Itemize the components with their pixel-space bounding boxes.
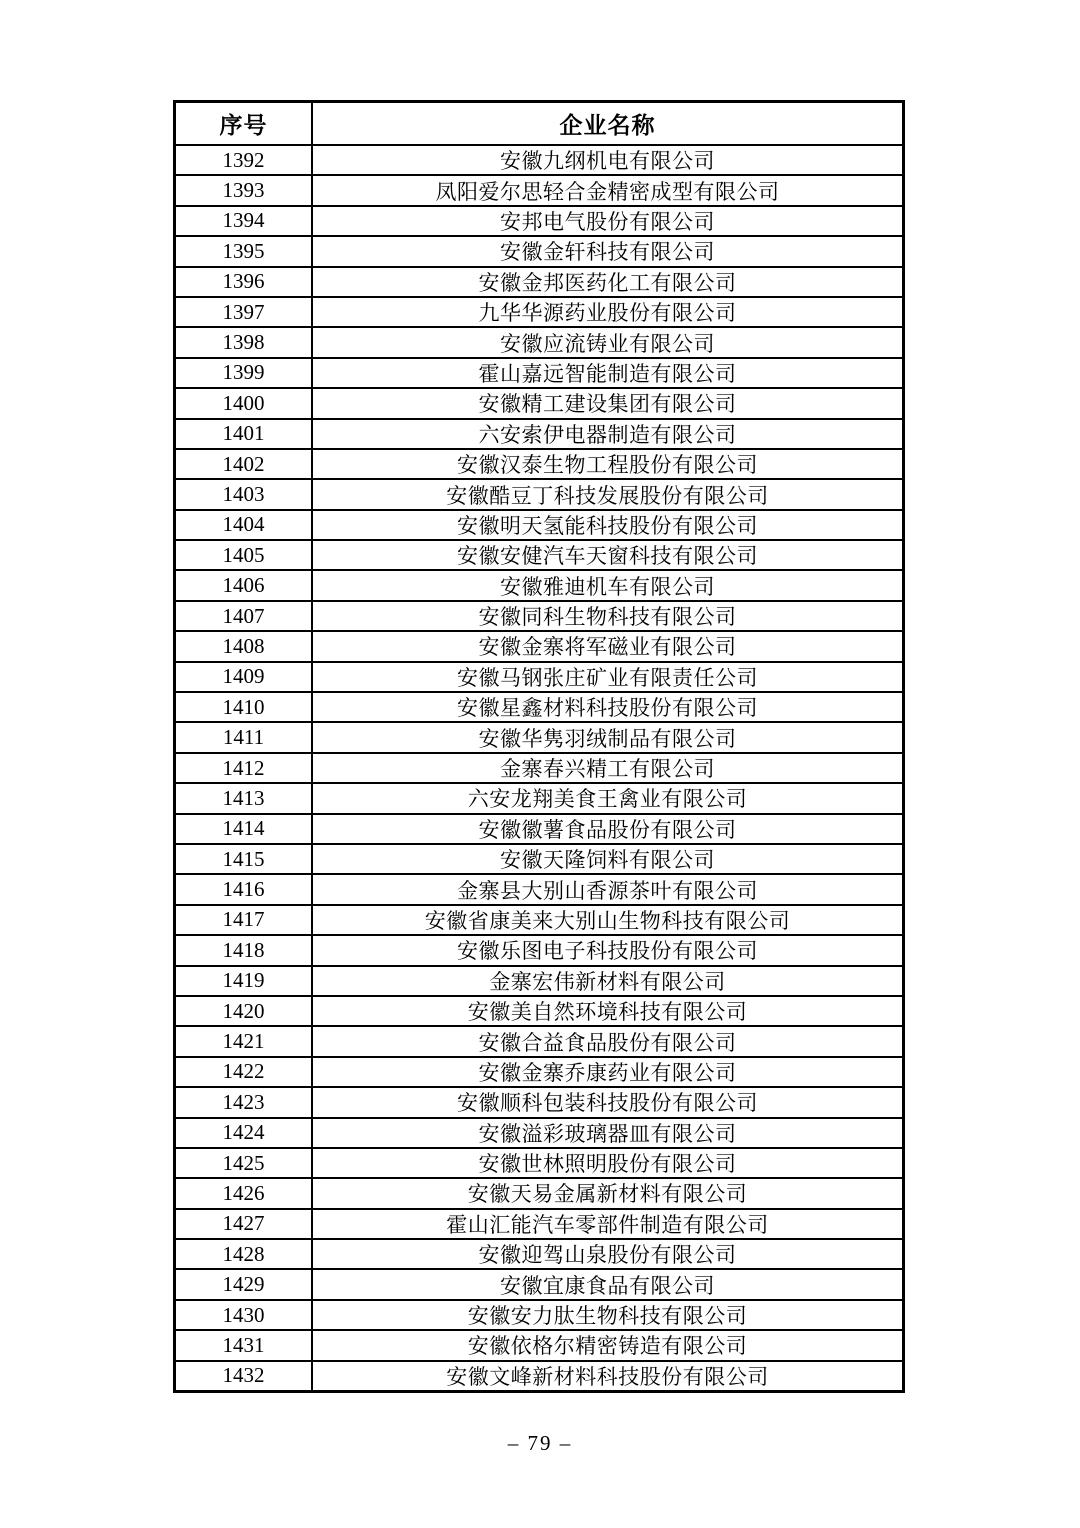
serial-number-cell: 1432 (176, 1362, 313, 1390)
serial-number-cell: 1411 (176, 723, 313, 751)
table-row (176, 934, 902, 964)
company-name-cell: 安徽宜康食品有限公司 (500, 1273, 715, 1298)
company-name-cell: 安邦电气股份有限公司 (500, 209, 715, 234)
serial-number-cell: 1418 (176, 936, 313, 964)
serial-number-cell: 1430 (176, 1301, 313, 1329)
table-row (176, 752, 902, 782)
company-name-cell: 安徽金寨将军磁业有限公司 (478, 635, 737, 660)
company-name-cell: 六安龙翔美食王禽业有限公司 (467, 787, 748, 812)
company-name-cell: 安徽星鑫材料科技股份有限公司 (457, 696, 758, 721)
company-name-cell: 安徽华隽羽绒制品有限公司 (478, 726, 737, 751)
table-row (176, 539, 902, 569)
table-row (176, 965, 902, 995)
serial-number-cell: 1414 (176, 815, 313, 843)
company-name-cell: 安徽溢彩玻璃器皿有限公司 (478, 1121, 737, 1146)
serial-number-cell: 1393 (176, 176, 313, 204)
table-row (176, 1238, 902, 1268)
company-name-cell: 金寨宏伟新材料有限公司 (489, 969, 726, 994)
company-name-cell: 安徽美自然环境科技有限公司 (467, 1000, 748, 1025)
table-row (176, 174, 902, 204)
table-header-row (176, 103, 902, 144)
table-row (176, 661, 902, 691)
serial-number-cell: 1410 (176, 693, 313, 721)
table-row (176, 418, 902, 448)
company-name-cell: 安徽安健汽车天窗科技有限公司 (457, 544, 758, 569)
company-list-table (173, 100, 905, 1393)
company-name-cell: 安徽汉泰生物工程股份有限公司 (457, 453, 758, 478)
table-row (176, 1056, 902, 1086)
serial-number-cell: 1408 (176, 632, 313, 660)
company-name-cell: 九华华源药业股份有限公司 (478, 301, 737, 326)
company-name-cell: 安徽省康美来大别山生物科技有限公司 (424, 908, 791, 933)
serial-number-cell: 1409 (176, 663, 313, 691)
company-name-cell: 安徽安力肽生物科技有限公司 (467, 1304, 748, 1329)
company-name-cell: 六安索伊电器制造有限公司 (478, 422, 737, 447)
company-name-cell: 安徽文峰新材料科技股份有限公司 (446, 1364, 769, 1389)
table-row (176, 1147, 902, 1177)
table-row (176, 1299, 902, 1329)
serial-number-cell: 1413 (176, 784, 313, 812)
table-row (176, 478, 902, 508)
serial-number-cell: 1423 (176, 1088, 313, 1116)
company-name-cell: 安徽金轩科技有限公司 (500, 240, 715, 265)
company-name-cell: 安徽迎驾山泉股份有限公司 (478, 1243, 737, 1268)
serial-number-cell: 1402 (176, 450, 313, 478)
serial-number-cell: 1431 (176, 1331, 313, 1359)
table-row (176, 569, 902, 599)
serial-number-cell: 1406 (176, 571, 313, 599)
serial-number-cell: 1394 (176, 207, 313, 235)
serial-number-cell: 1415 (176, 845, 313, 873)
serial-number-cell: 1397 (176, 298, 313, 326)
serial-number-cell: 1405 (176, 541, 313, 569)
table-row (176, 266, 902, 296)
serial-number-cell: 1403 (176, 480, 313, 508)
company-name-cell: 安徽世林照明股份有限公司 (478, 1152, 737, 1177)
serial-number-cell: 1396 (176, 268, 313, 296)
table-row (176, 1117, 902, 1147)
serial-number-cell: 1417 (176, 906, 313, 934)
company-name-cell: 安徽马钢张庄矿业有限责任公司 (457, 665, 758, 690)
table-row (176, 1208, 902, 1238)
company-name-cell: 安徽九纲机电有限公司 (500, 149, 715, 174)
table-row (176, 691, 902, 721)
table-row (176, 144, 902, 174)
serial-number-cell: 1400 (176, 389, 313, 417)
table-row (176, 1268, 902, 1298)
serial-number-cell: 1420 (176, 997, 313, 1025)
table-row (176, 904, 902, 934)
company-name-cell: 安徽合益食品股份有限公司 (478, 1030, 737, 1055)
serial-number-cell: 1404 (176, 511, 313, 539)
serial-number-cell: 1412 (176, 754, 313, 782)
table-row (176, 813, 902, 843)
table-row (176, 1329, 902, 1359)
table-row (176, 1025, 902, 1055)
table-row (176, 1177, 902, 1207)
table-row (176, 1086, 902, 1116)
table-row (176, 387, 902, 417)
company-name-cell: 安徽天隆饲料有限公司 (500, 848, 715, 873)
table-row (176, 448, 902, 478)
header-serial-number: 序号 (176, 103, 313, 144)
company-name-cell: 安徽依格尔精密铸造有限公司 (467, 1334, 748, 1359)
table-row (176, 995, 902, 1025)
company-name-cell: 安徽应流铸业有限公司 (500, 331, 715, 356)
table-row (176, 1360, 902, 1390)
table-row (176, 721, 902, 751)
company-name-cell: 安徽天易金属新材料有限公司 (467, 1182, 748, 1207)
serial-number-cell: 1427 (176, 1210, 313, 1238)
table-row (176, 357, 902, 387)
company-name-cell: 安徽乐图电子科技股份有限公司 (457, 939, 758, 964)
serial-number-cell: 1407 (176, 602, 313, 630)
table-row (176, 782, 902, 812)
serial-number-cell: 1424 (176, 1119, 313, 1147)
company-name-cell: 安徽金寨乔康药业有限公司 (478, 1060, 737, 1085)
serial-number-cell: 1401 (176, 420, 313, 448)
company-name-cell: 安徽精工建设集团有限公司 (478, 392, 737, 417)
serial-number-cell: 1399 (176, 359, 313, 387)
company-name-cell: 金寨春兴精工有限公司 (500, 757, 715, 782)
company-name-cell: 霍山汇能汽车零部件制造有限公司 (446, 1212, 769, 1237)
table-row (176, 326, 902, 356)
page-number: – 79 – (507, 1431, 573, 1455)
serial-number-cell: 1419 (176, 967, 313, 995)
table-row (176, 630, 902, 660)
table-row (176, 235, 902, 265)
company-name-cell: 霍山嘉远智能制造有限公司 (478, 361, 737, 386)
company-name-cell: 安徽顺科包装科技股份有限公司 (457, 1091, 758, 1116)
company-name-cell: 金寨县大别山香源茶叶有限公司 (457, 878, 758, 903)
company-name-cell: 凤阳爱尔思轻合金精密成型有限公司 (435, 179, 780, 204)
company-name-cell: 安徽同科生物科技有限公司 (478, 605, 737, 630)
company-name-cell: 安徽徽薯食品股份有限公司 (478, 817, 737, 842)
table-row (176, 296, 902, 326)
company-name-cell: 安徽金邦医药化工有限公司 (478, 270, 737, 295)
serial-number-cell: 1392 (176, 146, 313, 174)
table-row (176, 509, 902, 539)
header-company-name: 企业名称 (559, 113, 656, 138)
serial-number-cell: 1395 (176, 237, 313, 265)
serial-number-cell: 1416 (176, 875, 313, 903)
company-name-cell: 安徽酷豆丁科技发展股份有限公司 (446, 483, 769, 508)
serial-number-cell: 1421 (176, 1027, 313, 1055)
serial-number-cell: 1422 (176, 1058, 313, 1086)
table-row (176, 600, 902, 630)
table-row (176, 205, 902, 235)
table-row (176, 873, 902, 903)
table-row (176, 843, 902, 873)
serial-number-cell: 1426 (176, 1179, 313, 1207)
company-name-cell: 安徽明天氢能科技股份有限公司 (457, 513, 758, 538)
serial-number-cell: 1428 (176, 1240, 313, 1268)
company-name-cell: 安徽雅迪机车有限公司 (500, 574, 715, 599)
serial-number-cell: 1398 (176, 328, 313, 356)
serial-number-cell: 1425 (176, 1149, 313, 1177)
serial-number-cell: 1429 (176, 1270, 313, 1298)
